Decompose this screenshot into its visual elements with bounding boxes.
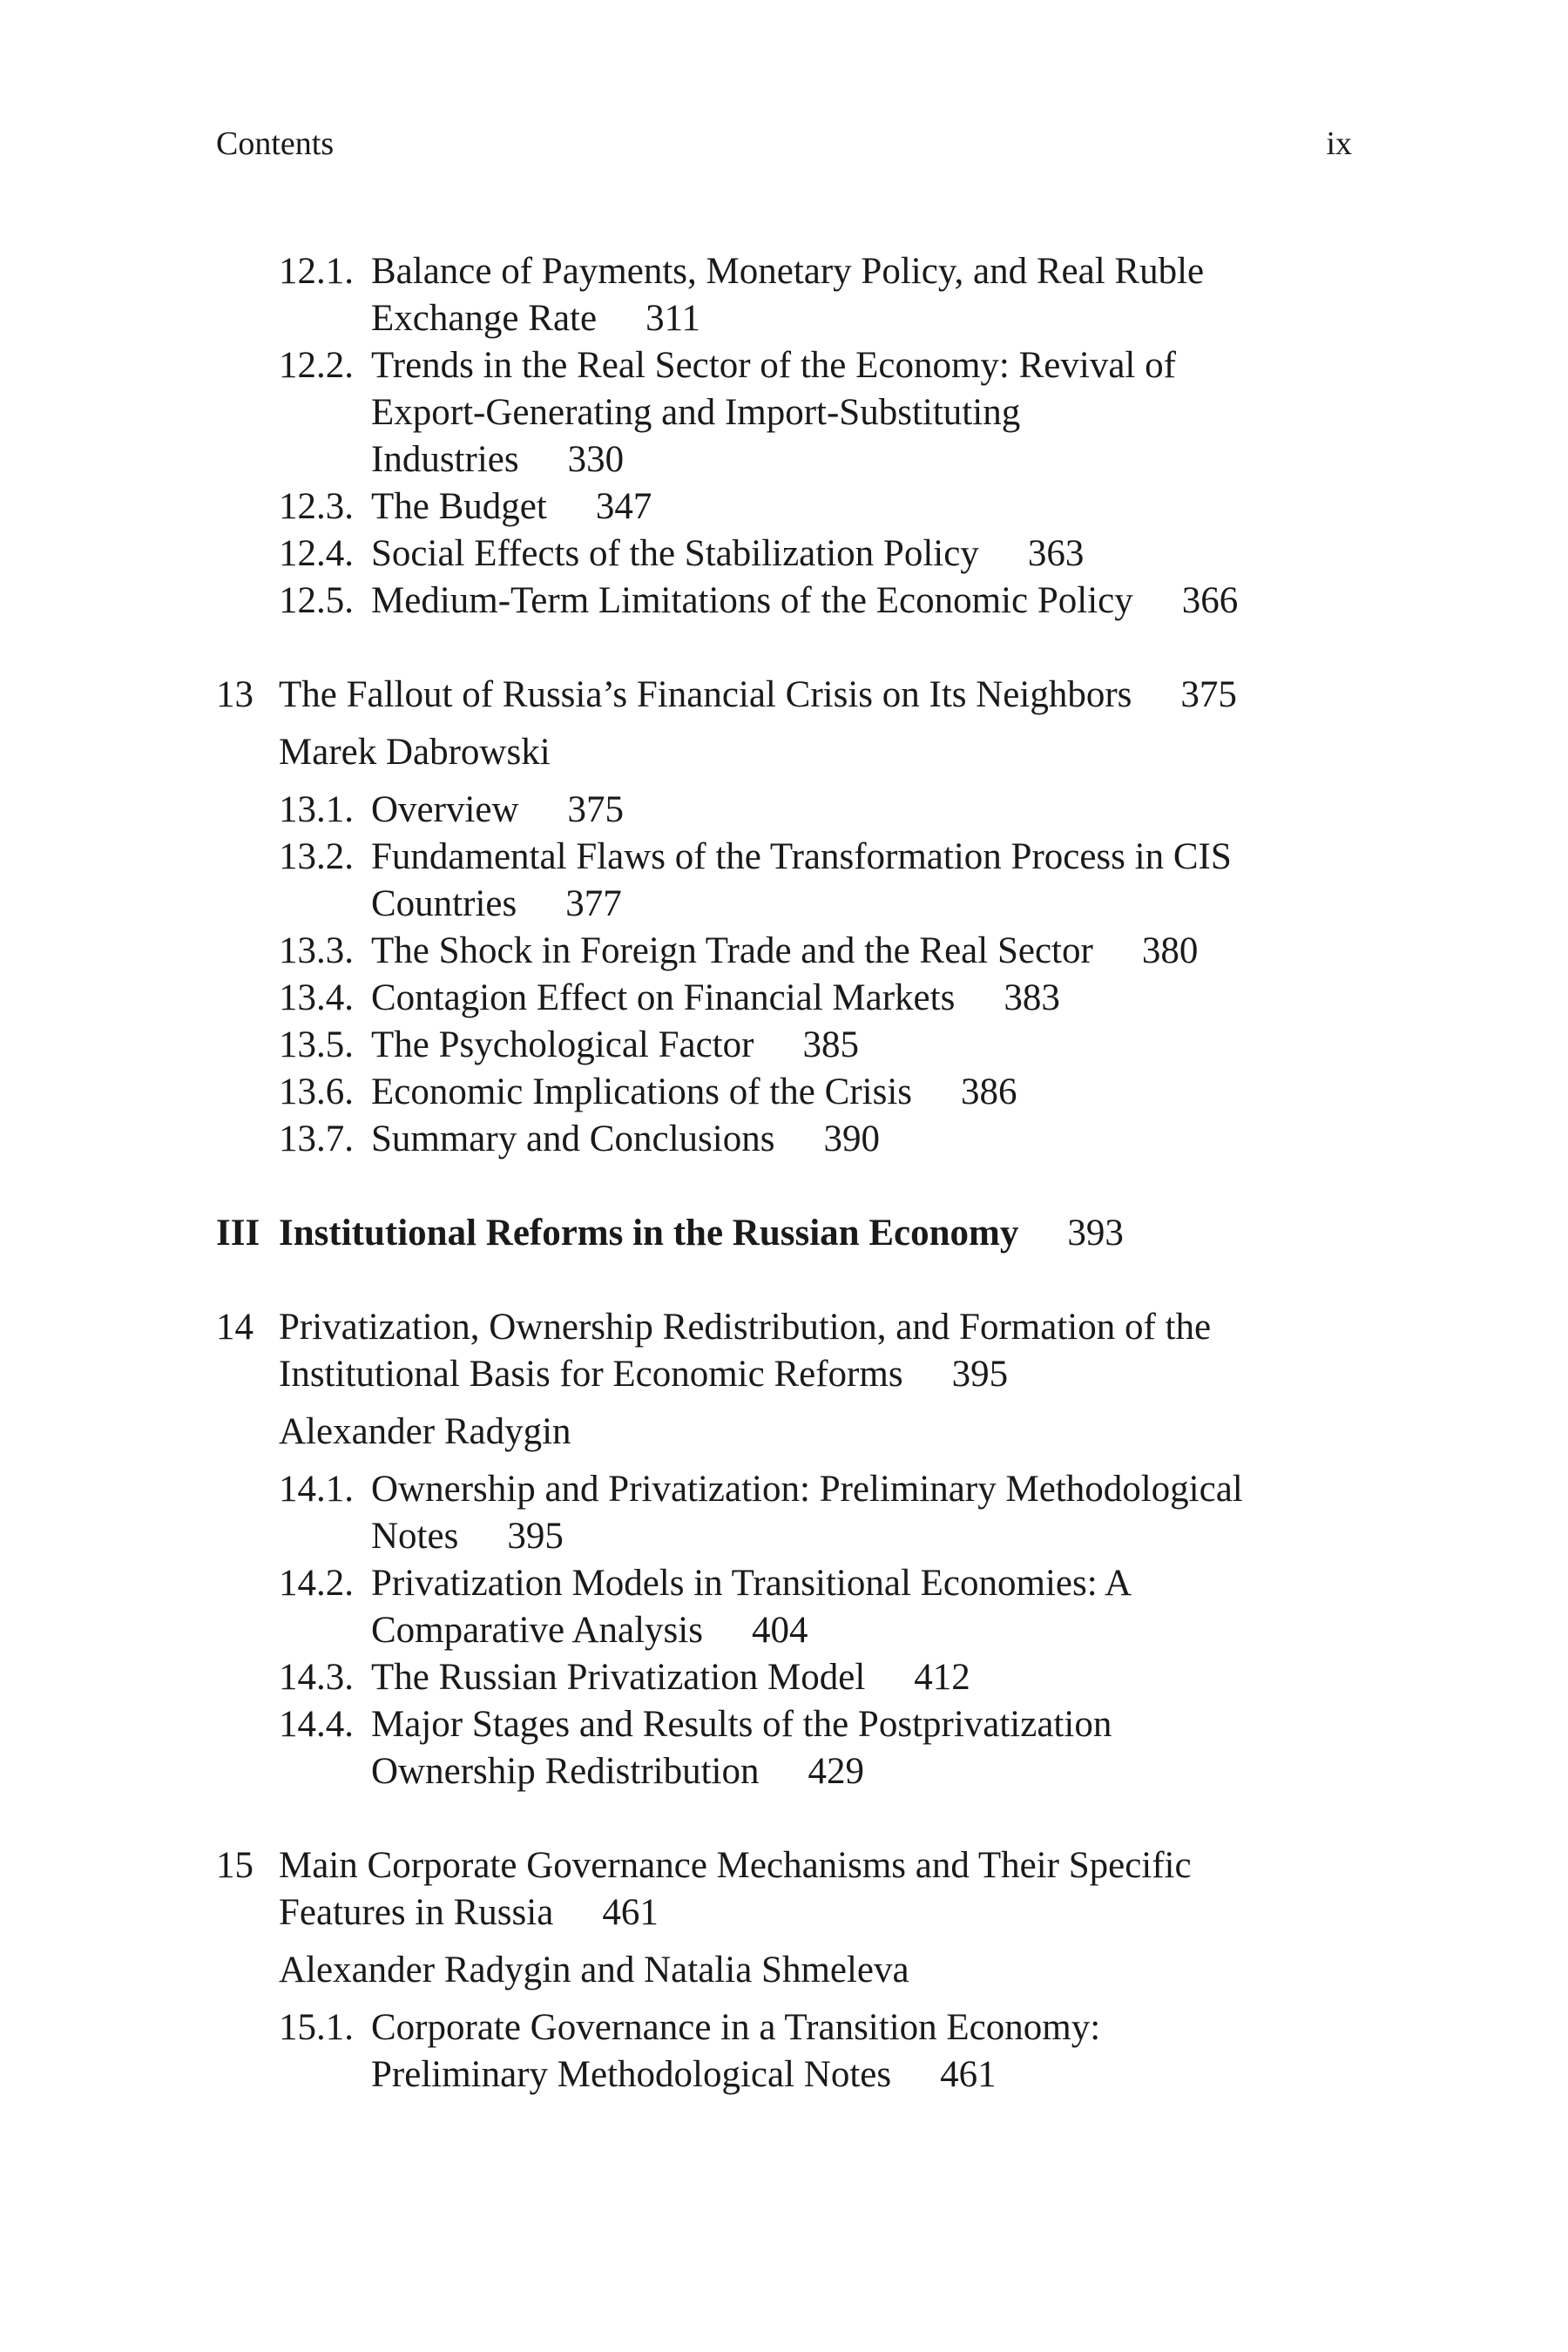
toc-entry-12-2: [216, 342, 1366, 483]
toc-entry-13-7: [216, 1116, 1366, 1163]
section-number: 13.5.: [279, 1024, 354, 1065]
section-page: 395: [507, 1516, 564, 1557]
toc-entry-13-3: [216, 928, 1366, 975]
section-number: 14.3.: [279, 1657, 354, 1698]
toc-entry-14-4: [216, 1701, 1366, 1795]
section-title: Export-Generating and Import-Substituting: [371, 392, 1021, 433]
chapter-page: 395: [951, 1354, 1009, 1395]
toc-chapter-14: [216, 1304, 1366, 1398]
section-title: The Budget: [371, 486, 547, 527]
section-page: 385: [802, 1024, 859, 1065]
section-page: 311: [645, 298, 700, 339]
toc-entry-12-1: [216, 248, 1366, 342]
section-page: 383: [1004, 977, 1060, 1018]
toc-chapter-15: [216, 1842, 1366, 1936]
section-page: 347: [595, 486, 652, 527]
section-title: Countries: [371, 883, 517, 924]
section-number: 13.4.: [279, 977, 354, 1018]
section-number: 13.3.: [279, 930, 354, 971]
section-page: 377: [565, 883, 622, 924]
chapter-title: Privatization, Ownership Redistribution, and Formation of the: [279, 1307, 1212, 1348]
section-title: Comparative Analysis: [371, 1610, 703, 1651]
section-title: Summary and Conclusions: [371, 1119, 775, 1159]
chapter-number: 15: [216, 1845, 253, 1886]
toc-entry-12-3: [216, 483, 1366, 531]
section-title: Contagion Effect on Financial Markets: [371, 977, 956, 1018]
section-title: Ownership and Privatization: Preliminary Methodological: [371, 1469, 1243, 1510]
chapter-title: Features in Russia: [279, 1892, 554, 1933]
table-of-contents: [216, 248, 1366, 2099]
chapter-author: Alexander Radygin: [279, 1411, 571, 1452]
section-title: Industries: [371, 439, 519, 480]
section-title: Exchange Rate: [371, 298, 598, 339]
toc-entry-14-2: [216, 1560, 1366, 1654]
section-page: 363: [1027, 533, 1085, 574]
section-page: 386: [961, 1071, 1017, 1112]
section-title: Preliminary Methodological Notes: [371, 2054, 892, 2095]
chapter-title: The Fallout of Russia’s Financial Crisis on Its Neighbors: [279, 674, 1132, 715]
section-page: 366: [1181, 580, 1239, 621]
section-number: 14.2.: [279, 1563, 354, 1604]
section-number: 14.4.: [279, 1704, 354, 1745]
section-title: Economic Implications of the Crisis: [371, 1071, 913, 1112]
chapter-page: 375: [1180, 674, 1237, 715]
toc-entry-13-5: [216, 1022, 1366, 1069]
chapter-author: Marek Dabrowski: [279, 732, 551, 773]
section-number: 13.2.: [279, 836, 354, 877]
chapter-page: 461: [602, 1892, 659, 1933]
section-page: 461: [940, 2054, 997, 2095]
page-number: ix: [1326, 125, 1352, 162]
toc-entry-13-2: [216, 834, 1366, 928]
section-page: 404: [751, 1610, 808, 1651]
section-title: The Psychological Factor: [371, 1024, 754, 1065]
section-page: 330: [567, 439, 625, 480]
toc-chapter-13: [216, 672, 1366, 719]
section-title: Social Effects of the Stabilization Policy: [371, 533, 979, 574]
toc-entry-14-1: [216, 1466, 1366, 1560]
section-page: 380: [1141, 930, 1199, 971]
part-number: III: [216, 1213, 260, 1254]
section-number: 12.5.: [279, 580, 354, 621]
chapter-title: Main Corporate Governance Mechanisms and Their Specific: [279, 1845, 1192, 1886]
toc-entry-12-5: [216, 578, 1366, 625]
toc-part-3: [216, 1210, 1366, 1257]
section-title: Major Stages and Results of the Postprivatization: [371, 1704, 1112, 1745]
toc-entry-14-3: [216, 1654, 1366, 1701]
section-number: 12.4.: [279, 533, 354, 574]
section-number: 13.6.: [279, 1071, 354, 1112]
toc-entry-13-1: [216, 787, 1366, 834]
section-number: 12.2.: [279, 345, 354, 386]
section-title: Trends in the Real Sector of the Economy: Revival of: [371, 345, 1176, 386]
section-page: 390: [823, 1119, 880, 1159]
section-number: 12.3.: [279, 486, 354, 527]
chapter-number: 14: [216, 1307, 253, 1348]
section-number: 14.1.: [279, 1469, 354, 1510]
toc-entry-13-6: [216, 1069, 1366, 1116]
section-title: The Shock in Foreign Trade and the Real Sector: [371, 930, 1093, 971]
part-page: 393: [1067, 1213, 1124, 1254]
section-page: 412: [914, 1657, 970, 1698]
section-title: Notes: [371, 1516, 459, 1557]
section-title: Balance of Payments, Monetary Policy, and Real Ruble: [371, 251, 1205, 292]
section-title: Privatization Models in Transitional Economies: A: [371, 1563, 1132, 1604]
chapter-title: Institutional Basis for Economic Reforms: [279, 1354, 903, 1395]
section-title: The Russian Privatization Model: [371, 1657, 866, 1698]
toc-entry-15-1: [216, 2004, 1366, 2099]
section-page: 429: [808, 1751, 864, 1792]
section-number: 15.1.: [279, 2007, 354, 2048]
running-head-title: Contents: [216, 125, 335, 162]
chapter-author: Alexander Radygin and Natalia Shmeleva: [279, 1950, 909, 1990]
toc-entry-12-4: [216, 531, 1366, 578]
section-title: Medium-Term Limitations of the Economic Policy: [371, 580, 1133, 621]
toc-entry-13-4: [216, 975, 1366, 1022]
chapter-number: 13: [216, 674, 253, 715]
section-title: Corporate Governance in a Transition Economy:: [371, 2007, 1101, 2048]
section-number: 13.7.: [279, 1119, 354, 1159]
section-number: 12.1.: [279, 251, 354, 292]
section-title: Fundamental Flaws of the Transformation Process in CIS: [371, 836, 1232, 877]
section-title: Ownership Redistribution: [371, 1751, 760, 1792]
section-page: 375: [567, 789, 625, 830]
part-title: Institutional Reforms in the Russian Economy: [279, 1213, 1019, 1254]
section-title: Overview: [371, 789, 519, 830]
section-number: 13.1.: [279, 789, 354, 830]
